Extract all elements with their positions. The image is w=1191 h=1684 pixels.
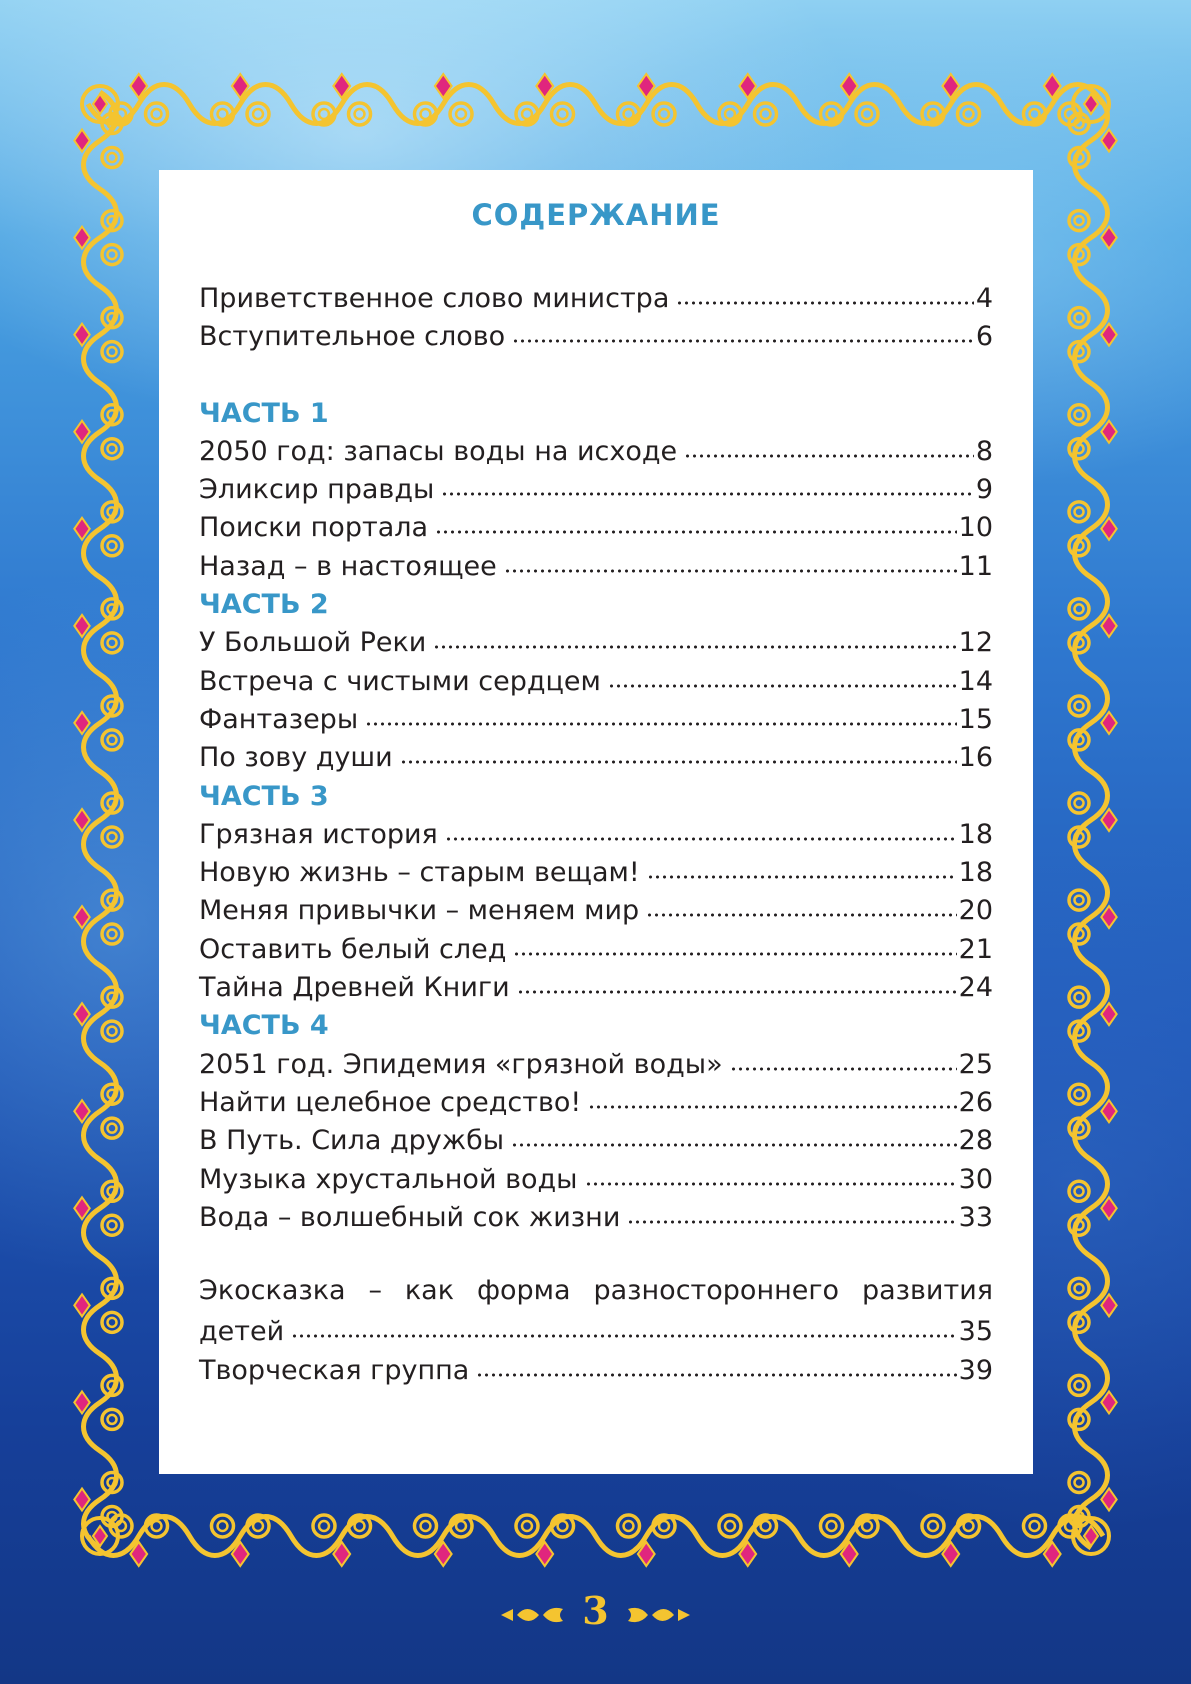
toc-entry-page: 4 — [975, 283, 993, 314]
content-page — [159, 170, 1033, 1474]
dot-leader — [729, 1046, 957, 1073]
toc-entry — [199, 280, 993, 318]
toc-entry-page: 18 — [958, 857, 993, 889]
dot-leader — [503, 548, 957, 575]
toc-entry-title: Поиски портала — [199, 512, 429, 544]
toc-entry-word: разностороннего — [593, 1275, 840, 1307]
dot-leader — [675, 280, 973, 307]
toc-entry-page: 35 — [958, 1316, 993, 1348]
toc-entry — [199, 548, 993, 586]
dot-leader — [364, 701, 957, 728]
toc-entry — [199, 969, 993, 1007]
toc-entry-page: 14 — [958, 665, 993, 697]
dot-leader — [475, 1352, 956, 1379]
toc-entry-title: 2051 год. Эпидемия «грязной воды» — [199, 1048, 723, 1080]
dot-leader — [290, 1313, 956, 1340]
dot-leader — [626, 1199, 956, 1226]
toc-entry-title: Меняя привычки – меняем мир — [199, 895, 640, 927]
toc-entry-title: Фантазеры — [199, 703, 359, 735]
toc-entry — [199, 471, 993, 509]
toc-entry-page: 15 — [958, 703, 993, 735]
toc-entry-page: 24 — [958, 972, 993, 1004]
dot-leader — [434, 509, 957, 536]
part-heading: ЧАСТЬ 3 — [199, 780, 329, 812]
toc-entry-page: 26 — [958, 1086, 993, 1118]
toc-entry — [199, 1199, 993, 1237]
toc-entry — [199, 892, 993, 930]
toc-entry-title: Вступительное слово — [199, 321, 506, 353]
dot-leader — [683, 433, 974, 460]
toc-entry-title: Грязная история — [199, 818, 438, 850]
dot-leader — [444, 816, 957, 843]
toc-entry-title: Найти целебное средство! — [199, 1086, 582, 1118]
dot-leader — [587, 1084, 956, 1111]
part-heading: ЧАСТЬ 2 — [199, 589, 329, 621]
dot-leader — [440, 471, 973, 498]
toc-entry-title: Эликсир правды — [199, 474, 435, 506]
dot-leader — [512, 931, 956, 958]
toc-entry — [199, 433, 993, 471]
toc-entry-page: 12 — [958, 627, 993, 659]
dot-leader — [584, 1161, 957, 1188]
toc-entry-title: Оставить белый след — [199, 933, 507, 965]
dot-leader — [432, 624, 956, 651]
toc-entry — [199, 1122, 993, 1160]
toc-entry — [199, 1161, 993, 1199]
toc-list — [199, 280, 993, 1390]
toc-entry — [199, 739, 993, 777]
toc-entry-page: 9 — [975, 474, 993, 506]
toc-entry-page: 33 — [958, 1201, 993, 1233]
toc-entry-title: Творческая группа — [199, 1354, 470, 1386]
toc-entry-page: 39 — [958, 1354, 993, 1386]
toc-entry-word: как — [404, 1275, 455, 1307]
toc-entry-page: 21 — [958, 933, 993, 965]
folio-left-ornament-icon — [499, 1600, 569, 1630]
toc-entry-page: 8 — [975, 435, 993, 467]
toc-entry-title: Встреча с чистыми сердцем — [199, 665, 601, 697]
toc-entry-wrapped-line — [199, 1275, 993, 1313]
toc-entry — [199, 663, 993, 701]
page-number — [0, 1588, 1191, 1633]
dot-leader — [510, 1122, 957, 1149]
spacer — [199, 357, 993, 395]
folio-number: 3 — [582, 1588, 609, 1633]
toc-entry — [199, 931, 993, 969]
toc-entry-title: детей — [199, 1316, 285, 1348]
toc-entry-word: – — [368, 1275, 382, 1307]
toc-entry-page: 18 — [958, 818, 993, 850]
toc-entry-title: 2050 год: запасы воды на исходе — [199, 435, 678, 467]
toc-entry — [199, 509, 993, 547]
toc-entry-page: 25 — [958, 1048, 993, 1080]
toc-entry-page: 16 — [958, 742, 993, 774]
toc-entry-page: 30 — [958, 1163, 993, 1195]
part-heading: ЧАСТЬ 4 — [199, 1010, 329, 1042]
toc-entry-title: Тайна Древней Книги — [199, 972, 510, 1004]
part-heading: ЧАСТЬ 1 — [199, 397, 329, 429]
toc-entry-title: По зову души — [199, 742, 393, 774]
toc-entry-page: 6 — [975, 321, 993, 353]
toc-entry-title: Вода – волшебный сок жизни — [199, 1201, 621, 1233]
spacer — [199, 1237, 993, 1275]
toc-entry-page: 28 — [958, 1125, 993, 1157]
toc-entry — [199, 1084, 993, 1122]
dot-leader — [399, 739, 957, 766]
toc-entry — [199, 1313, 993, 1351]
dot-leader — [516, 969, 957, 996]
toc-entry-page: 10 — [958, 512, 993, 544]
toc-entry — [199, 816, 993, 854]
folio-right-ornament-icon — [622, 1600, 692, 1630]
toc-entry-title: Музыка хрустальной воды — [199, 1163, 578, 1195]
toc-entry-title: Новую жизнь – старым вещам! — [199, 857, 640, 889]
toc-entry-page: 11 — [958, 550, 993, 582]
toc-entry — [199, 624, 993, 662]
toc-entry-word: Экосказка — [199, 1275, 346, 1307]
toc-entry-title: У Большой Реки — [199, 627, 427, 659]
toc-entry-word: форма — [476, 1275, 571, 1307]
toc-entry-title: Приветственное слово министра — [199, 283, 670, 314]
toc-entry — [199, 854, 993, 892]
dot-leader — [607, 663, 957, 690]
toc-entry-title: В Путь. Сила дружбы — [199, 1125, 505, 1157]
toc-entry — [199, 1352, 993, 1390]
toc-entry-page: 20 — [958, 895, 993, 927]
toc-entry — [199, 701, 993, 739]
toc-entry — [199, 318, 993, 356]
toc-heading: СОДЕРЖАНИЕ — [471, 198, 721, 232]
toc-entry — [199, 1046, 993, 1084]
dot-leader — [511, 318, 974, 345]
dot-leader — [646, 854, 957, 881]
toc-entry-title: Назад – в настоящее — [199, 550, 497, 582]
dot-leader — [645, 892, 956, 919]
toc-entry-word: развития — [861, 1275, 993, 1307]
